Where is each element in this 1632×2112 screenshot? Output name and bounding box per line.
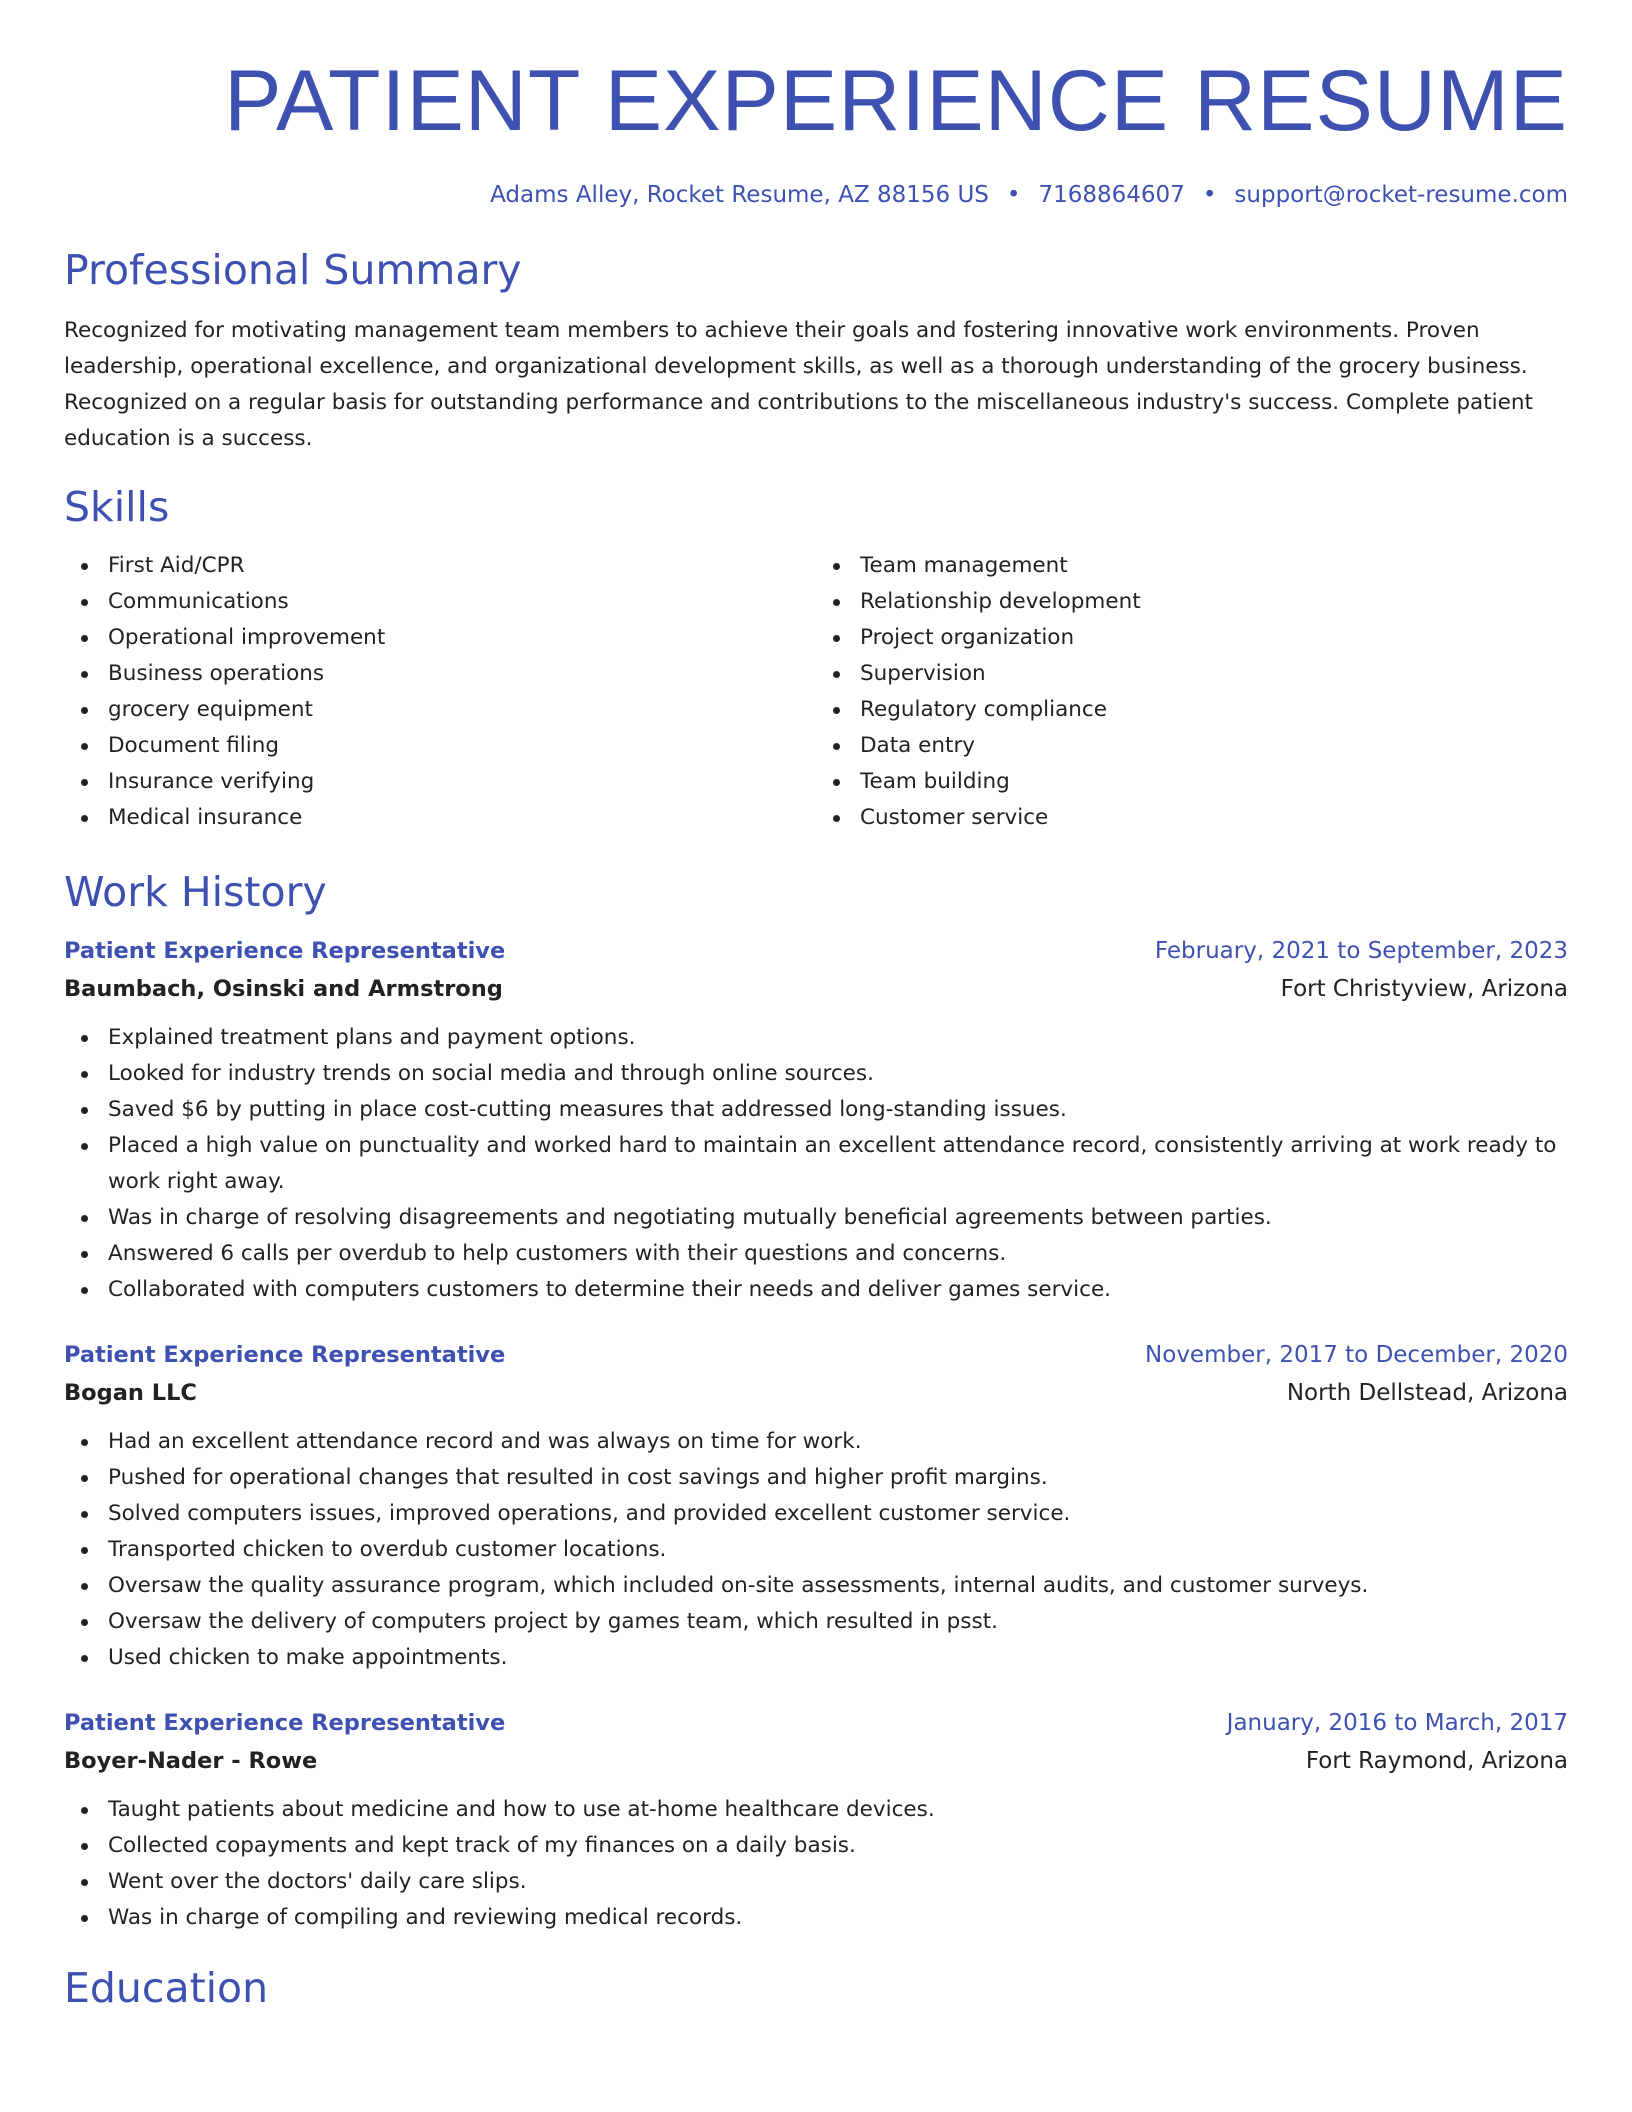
job-title: Patient Experience Representative [64, 937, 506, 964]
skills-grid [64, 548, 1568, 836]
job-bullet: Placed a high value on punctuality and worked hard to maintain an excellent attendance record, consistently arriving at work ready to work right away. [108, 1128, 1568, 1200]
resume-title: PATIENT EXPERIENCE RESUME [224, 53, 1568, 149]
contact-phone: 7168864607 [1038, 182, 1185, 208]
skill-item: Supervision [860, 656, 1568, 692]
resume-page [64, 0, 1568, 2013]
job-subheader [64, 976, 1568, 1002]
skill-item: Operational improvement [108, 620, 816, 656]
skill-item: grocery equipment [108, 692, 816, 728]
skill-item: Insurance verifying [108, 764, 816, 800]
skill-item: Team management [860, 548, 1568, 584]
job-dates: January, 2016 to March, 2017 [1226, 1709, 1568, 1736]
job-bullets [64, 1792, 1568, 1936]
job-bullets [64, 1424, 1568, 1676]
job-entry [64, 1342, 1568, 1676]
job-bullet: Collected copayments and kept track of my finances on a daily basis. [108, 1828, 1568, 1864]
job-company: Baumbach, Osinski and Armstrong [64, 975, 503, 1002]
skill-item: Document filing [108, 728, 816, 764]
skill-item: Team building [860, 764, 1568, 800]
job-dates: February, 2021 to September, 2023 [1154, 937, 1568, 964]
skill-item: Project organization [860, 620, 1568, 656]
job-location: North Dellstead, Arizona [1286, 1379, 1568, 1406]
job-title: Patient Experience Representative [64, 1341, 506, 1368]
job-bullet: Taught patients about medicine and how to use at-home healthcare devices. [108, 1792, 1568, 1828]
contact-line [64, 182, 1568, 208]
job-bullets [64, 1020, 1568, 1308]
skill-item: Customer service [860, 800, 1568, 836]
contact-email[interactable]: support@rocket-resume.com [1234, 182, 1568, 208]
job-subheader [64, 1380, 1568, 1406]
skill-item: Data entry [860, 728, 1568, 764]
job-bullet: Had an excellent attendance record and was always on time for work. [108, 1424, 1568, 1460]
skill-item: First Aid/CPR [108, 548, 816, 584]
contact-separator: • [1006, 182, 1021, 208]
job-header [64, 1342, 1568, 1368]
job-bullet: Explained treatment plans and payment options. [108, 1020, 1568, 1056]
skills-list-left [64, 548, 816, 836]
job-bullet: Used chicken to make appointments. [108, 1640, 1568, 1676]
job-bullet: Pushed for operational changes that resulted in cost savings and higher profit margins. [108, 1460, 1568, 1496]
contact-address: Adams Alley, Rocket Resume, AZ 88156 US [490, 182, 989, 208]
summary-text: Recognized for motivating management team members to achieve their goals and fostering innovative work environments. Proven leadership, operational excellence, and organizational development skills, as well as a thorough understanding of the grocery business. Recognized on a regular basis for outstanding performance and contributions to the miscellaneous industry's success. Complete patient education is a success. [64, 318, 1533, 452]
skill-item: Regulatory compliance [860, 692, 1568, 728]
skill-item: Medical insurance [108, 800, 816, 836]
job-bullet: Oversaw the delivery of computers project by games team, which resulted in psst. [108, 1604, 1568, 1640]
education-heading: Education [64, 1963, 269, 2012]
job-company: Boyer-Nader - Rowe [64, 1747, 318, 1774]
job-bullet: Collaborated with computers customers to determine their needs and deliver games service. [108, 1272, 1568, 1308]
job-header [64, 1710, 1568, 1736]
job-bullet: Looked for industry trends on social media and through online sources. [108, 1056, 1568, 1092]
job-company: Bogan LLC [64, 1379, 197, 1406]
skills-list-right [816, 548, 1568, 836]
job-location: Fort Christyview, Arizona [1280, 975, 1568, 1002]
job-bullet: Saved $6 by putting in place cost-cutting measures that addressed long-standing issues. [108, 1092, 1568, 1128]
job-bullet: Oversaw the quality assurance program, which included on-site assessments, internal audits, and customer surveys. [108, 1568, 1568, 1604]
job-bullet: Went over the doctors' daily care slips. [108, 1864, 1568, 1900]
job-dates: November, 2017 to December, 2020 [1145, 1341, 1568, 1368]
summary-heading: Professional Summary [64, 246, 522, 294]
work-history-heading: Work History [64, 868, 327, 917]
skill-item: Communications [108, 584, 816, 620]
job-bullet: Answered 6 calls per overdub to help customers with their questions and concerns. [108, 1236, 1568, 1272]
job-location: Fort Raymond, Arizona [1305, 1747, 1568, 1774]
contact-separator: • [1202, 182, 1217, 208]
skill-item: Relationship development [860, 584, 1568, 620]
job-entry [64, 938, 1568, 1308]
job-entry [64, 1710, 1568, 1936]
job-header [64, 938, 1568, 964]
job-bullet: Was in charge of resolving disagreements and negotiating mutually beneficial agreements between parties. [108, 1200, 1568, 1236]
job-bullet: Was in charge of compiling and reviewing medical records. [108, 1900, 1568, 1936]
job-title: Patient Experience Representative [64, 1709, 506, 1736]
job-bullet: Solved computers issues, improved operations, and provided excellent customer service. [108, 1496, 1568, 1532]
job-subheader [64, 1748, 1568, 1774]
skills-heading: Skills [64, 483, 170, 532]
job-bullet: Transported chicken to overdub customer locations. [108, 1532, 1568, 1568]
skill-item: Business operations [108, 656, 816, 692]
